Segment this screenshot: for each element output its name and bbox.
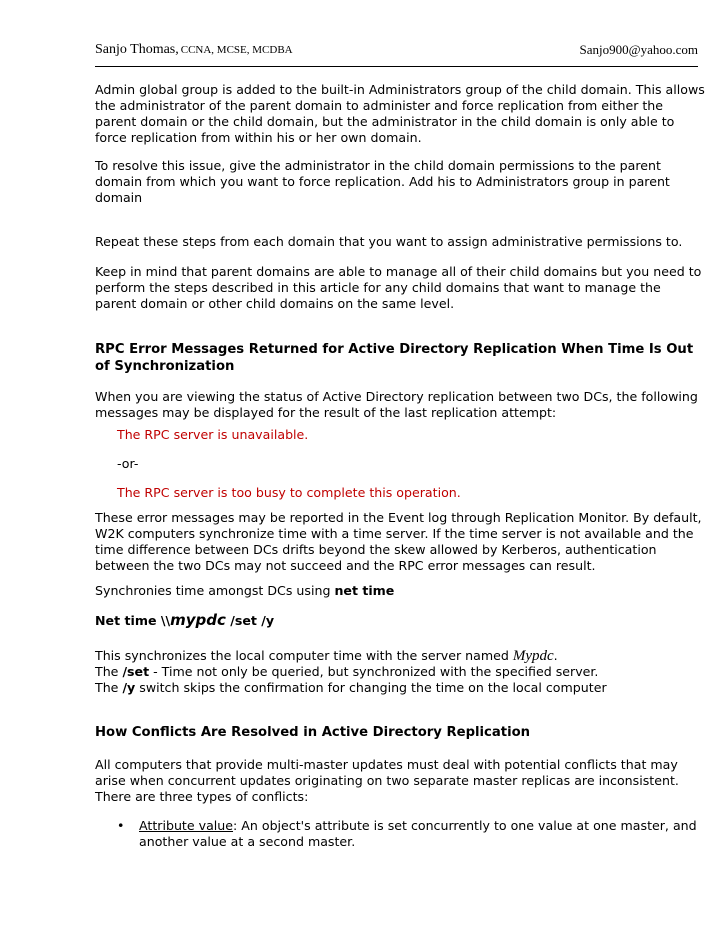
- paragraph-resolve-issue: To resolve this issue, give the administrator in the child domain permissions to the parent domain from which you want to force replication. Add his to Administrators group in parent domain: [95, 158, 670, 205]
- paragraph-event-log: These error messages may be reported in the Event log through Replication Monitor. By default, W2K computers synchronize time with a time server. If the time server is not available and the time difference between DCs drifts beyond the skew allowed by Kerberos, authentication between the two DCs may not succeed and the RPC error messages can result.: [95, 510, 702, 573]
- paragraph-viewing-status: When you are viewing the status of Active Directory replication between two DCs, the following messages may be displayed for the result of the last replication attempt:: [95, 389, 698, 420]
- error-message-unavailable: The RPC server is unavailable.: [117, 427, 309, 442]
- page-header: [95, 36, 698, 67]
- author-name: Sanjo Thomas, CCNA, MCSE, MCDBA: [95, 42, 293, 57]
- bullet-marker: •: [117, 818, 125, 833]
- net-time-command: Net time \\mypdc /set /y: [95, 611, 275, 629]
- author-credentials: CCNA, MCSE, MCDBA: [180, 44, 293, 56]
- bullet-attribute-value: Attribute value: An object's attribute is set concurrently to one value at one master, and another value at a second master.: [139, 818, 697, 849]
- paragraph-multi-master: All computers that provide multi-master updates must deal with potential conflicts that may arise when concurrent updates originating on two separate master replicas are inconsistent. There are three types of conflicts:: [95, 757, 679, 804]
- section-heading-rpc-errors: RPC Error Messages Returned for Active Directory Replication When Time Is Out of Synchronization: [95, 342, 694, 374]
- paragraph-synchronies: Synchronies time amongst DCs using net time: [95, 583, 395, 598]
- error-message-too-busy: The RPC server is too busy to complete this operation.: [117, 485, 461, 500]
- paragraph-synchronizes: This synchronizes the local computer time with the server named Mypdc. The /set - Time not only be queried, but synchronized with the specified server. The /y switch skips the confirmation for changing the time on the local computer: [95, 648, 607, 695]
- author-email: Sanjo900@yahoo.com: [579, 42, 698, 57]
- paragraph-admin-group: Admin global group is added to the built-in Administrators group of the child domain. This allows the administrator of the parent domain to administer and force replication from either the parent domain or the child domain, but the administrator in the child domain is only able to force replication from within his or her own domain.: [95, 82, 705, 145]
- section-heading-conflicts: How Conflicts Are Resolved in Active Directory Replication: [95, 725, 531, 740]
- paragraph-repeat-steps: Repeat these steps from each domain that you want to assign administrative permissions to.: [95, 234, 683, 249]
- or-separator: -or-: [117, 456, 139, 471]
- paragraph-keep-in-mind: Keep in mind that parent domains are able to manage all of their child domains but you need to perform the steps described in this article for any child domains that want to manage the parent domain or other child domains on the same level.: [95, 264, 702, 311]
